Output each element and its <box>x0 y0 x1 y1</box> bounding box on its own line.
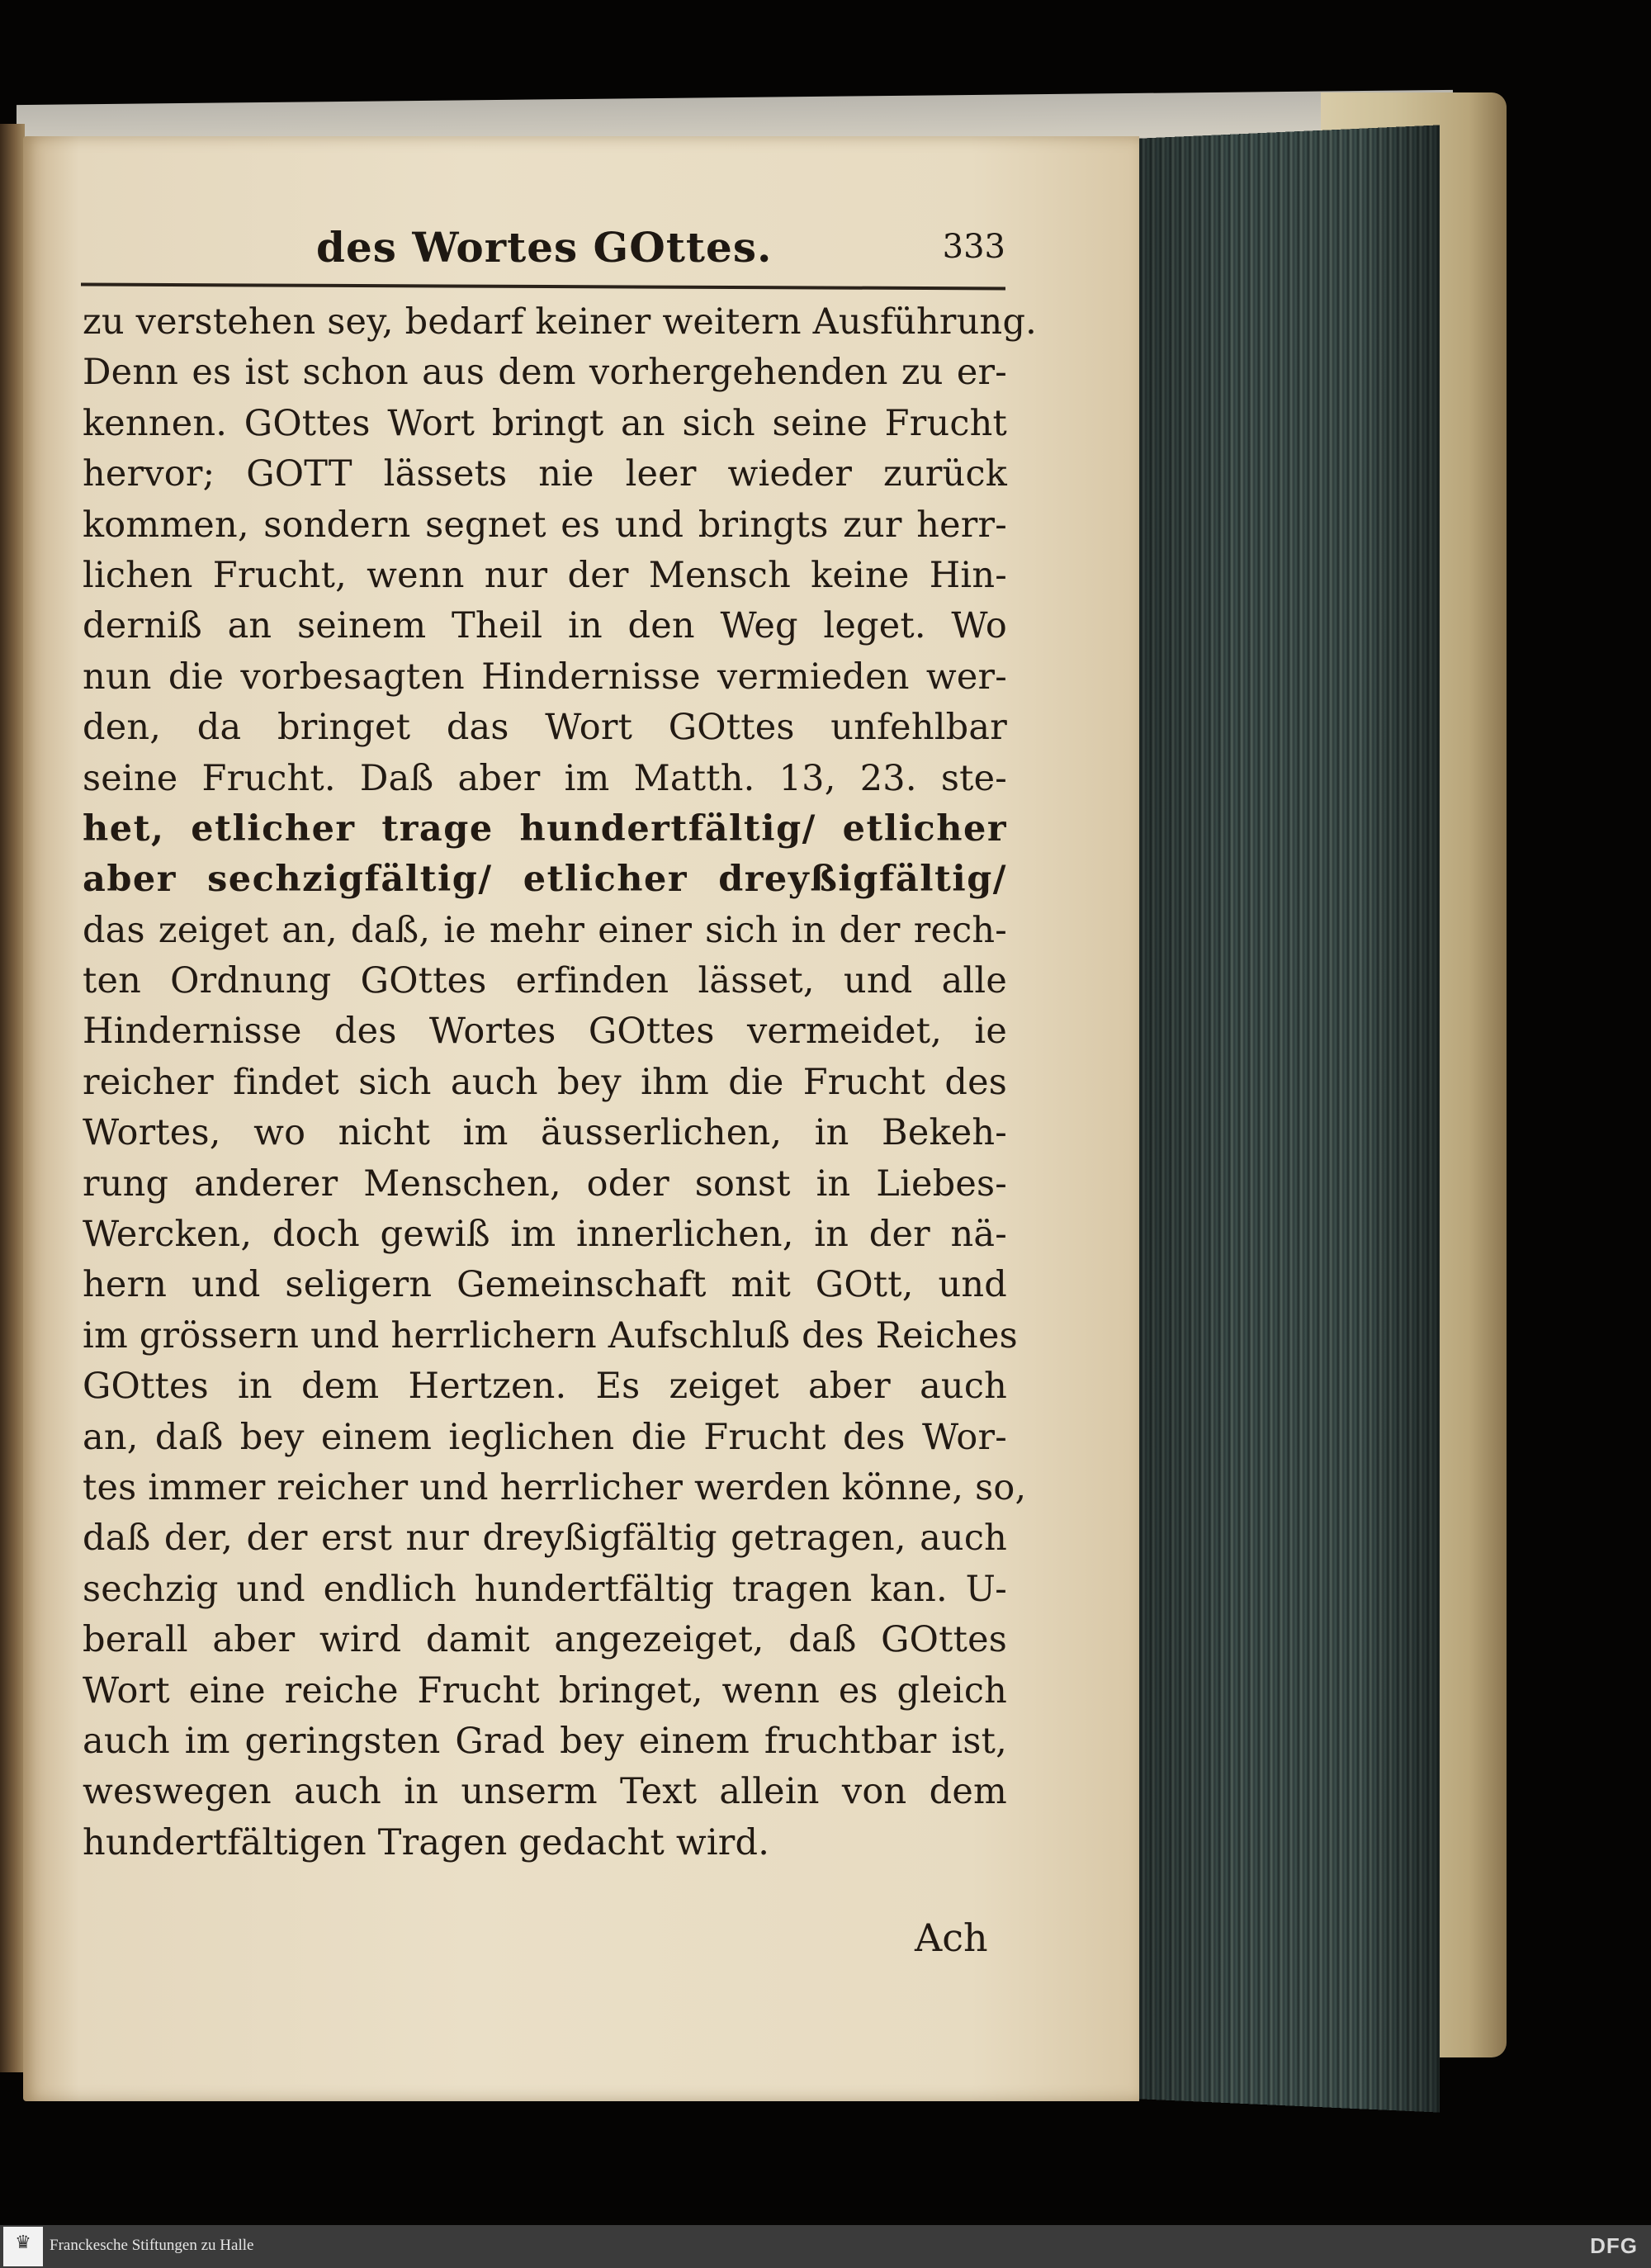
text-line: Wort eine reiche Frucht bringet, wenn es gleich <box>83 1669 1007 1712</box>
text-line: tes immer reicher und herrlicher werden könne, so, <box>83 1466 1027 1508</box>
page-header <box>81 223 1005 281</box>
text-line: an, daß bey einem ieglichen die Frucht des Wor- <box>83 1416 1007 1458</box>
text-line: hundertfältigen Tragen gedacht wird. <box>83 1821 770 1863</box>
text-line: seine Frucht. Daß aber im Matth. 13, 23. ste- <box>83 757 1007 799</box>
text-line: reicher findet sich auch bey ihm die Frucht des <box>83 1061 1007 1103</box>
institution-name[interactable]: Franckesche Stiftungen zu Halle <box>50 2237 254 2254</box>
text-line: derniß an seinem Theil in den Weg leget. Wo <box>83 605 1007 647</box>
text-line: kennen. GOttes Wort bringt an sich seine Frucht <box>83 402 1007 444</box>
header-rule <box>81 283 1005 291</box>
text-line: Wercken, doch gewiß im innerlichen, in der nä- <box>83 1214 1007 1256</box>
text-line: nun die vorbesagten Hindernisse vermieden wer- <box>83 656 1007 698</box>
text-line: im grössern und herrlichern Aufschluß des Reiches <box>83 1314 1018 1357</box>
text-line: den, da bringet das Wort GOttes unfehlbar <box>83 707 1007 749</box>
dfg-logo[interactable]: DFG <box>1590 2233 1638 2258</box>
text-line-emphasis: aber sechzigfältig/ etlicher dreyßigfältig/ <box>83 859 1007 901</box>
text-line: zu verstehen sey, bedarf keiner weitern Ausführung. <box>83 301 1038 343</box>
page-number: 333 <box>942 228 1005 266</box>
viewer-footer <box>0 2225 1651 2268</box>
text-line: Denn es ist schon aus dem vorhergehenden zu er- <box>83 352 1007 394</box>
text-line: ten Ordnung GOttes erfinden lässet, und alle <box>83 960 1007 1002</box>
text-line: sechzig und endlich hundertfältig tragen kan. U- <box>83 1568 1007 1610</box>
book-page <box>23 136 1139 2101</box>
text-line: weswegen auch in unserm Text allein von dem <box>83 1771 1007 1813</box>
text-line: berall aber wird damit angezeiget, daß GOttes <box>83 1619 1007 1661</box>
text-line: Hindernisse des Wortes GOttes vermeidet, ie <box>83 1011 1007 1053</box>
text-line: daß der, der erst nur dreyßigfältig getragen, auch <box>83 1518 1007 1560</box>
text-line: lichen Frucht, wenn nur der Mensch keine Hin- <box>83 554 1007 596</box>
text-line: hervor; GOTT lässets nie leer wieder zurück <box>83 453 1007 495</box>
text-line: kommen, sondern segnet es und bringts zur herr- <box>83 504 1007 546</box>
running-head: des Wortes GOttes. <box>316 223 773 272</box>
book-page-edges <box>1124 125 1440 2112</box>
franckesche-stiftungen-logo-icon[interactable]: ♛ <box>3 2227 43 2266</box>
text-line: auch im geringsten Grad bey einem fruchtbar ist, <box>83 1720 1007 1762</box>
catchword: Ach <box>915 1915 988 1960</box>
text-line: rung anderer Menschen, oder sonst in Liebes- <box>83 1162 1007 1205</box>
text-line: das zeiget an, daß, ie mehr einer sich in der rech- <box>83 909 1007 951</box>
body-text <box>83 297 1038 1868</box>
text-line: Wortes, wo nicht im äusserlichen, in Bekeh- <box>83 1112 1007 1154</box>
book-binding-edge <box>0 124 25 2072</box>
text-line: GOttes in dem Hertzen. Es zeiget aber auch <box>83 1366 1007 1408</box>
text-line-emphasis: het, etlicher trage hundertfältig/ etlicher <box>83 807 1007 850</box>
text-line: hern und seligern Gemeinschaft mit GOtt, und <box>83 1264 1007 1306</box>
